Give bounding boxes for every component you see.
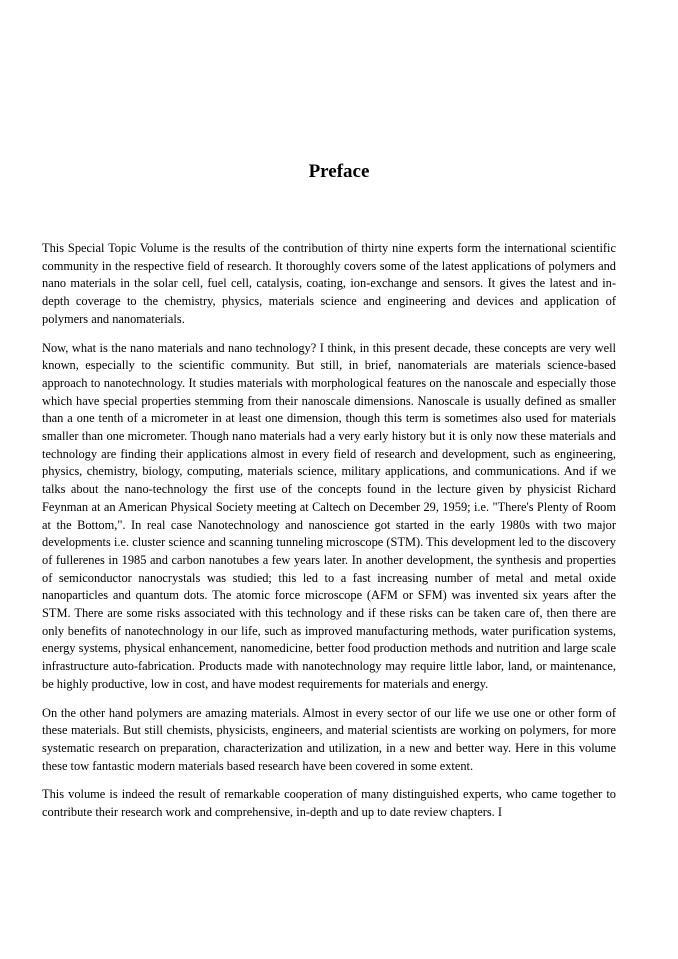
page-title: Preface <box>308 161 370 182</box>
paragraph-nanomaterials: Now, what is the nano materials and nano technology? I think, in this present decade, these concepts are very well known, especially to the scientific community. But still, in brief, nanomaterials are materials science-based approach to nanotechnology. It studies materials with morphological features on the nanoscale and especially those which have special properties stemming from their nanoscale dimensions. Nanoscale is usually defined as smaller than a one tenth of a micrometer in at least one dimension, though this term is sometimes also used for materials smaller than one micrometer. Though nano materials had a very early history but it is only now these materials and technology are finding their applications almost in every field of research and development, such as engineering, physics, chemistry, biology, computing, materials science, military applications, and communications. And if we talks about the nano-technology the first use of the concepts found in the lecture given by physicist Richard Feynman at an American Physical Society meeting at Caltech on December 29, 1959; i.e. "There's Plenty of Room at the Bottom,". In real case Nanotechnology and nanoscience got started in the early 1980s with two major developments i.e. cluster science and scanning tunneling microscope (STM). This development led to the discovery of fullerenes in 1985 and carbon nanotubes a few years later. In another development, the synthesis and properties of semiconductor nanocrystals was studied; this led to a fast increasing number of metal and metal oxide nanoparticles and quantum dots. The atomic force microscope (AFM or SFM) was invented six years after the STM. There are some risks associated with this technology and if these risks can be taken care of, then there are only benefits of nanotechnology in our life, such as improved manufacturing methods, water purification systems, energy systems, physical enhancement, nanomedicine, better food production methods and nutrition and large scale infrastructure auto-fabrication. Products made with nanotechnology may require little labor, land, or maintenance, be highly productive, low in cost, and have modest requirements for materials and energy. <box>42 340 616 691</box>
preface-body <box>42 240 616 833</box>
paragraph-acknowledgement: This volume is indeed the result of remarkable cooperation of many distinguished experts, who came together to contribute their research work and comprehensive, in-depth and up to date review chapters. I <box>42 787 616 820</box>
paragraph-polymers: On the other hand polymers are amazing materials. Almost in every sector of our life we use one or other form of these materials. But still chemists, physicists, engineers, and material scientists are working on polymers, for more systematic research on preparation, characterization and utilization, in a new and better way. Here in this volume these tow fantastic modern materials based research have been covered in some extent. <box>42 705 616 773</box>
paragraph-intro: This Special Topic Volume is the results of the contribution of thirty nine experts form the international scientific community in the respective field of research. It thoroughly covers some of the latest applications of polymers and nano materials in the solar cell, fuel cell, catalysis, coating, ion-exchange and sensors. It gives the latest and in-depth coverage to the chemistry, physics, materials science and engineering and devices and application of polymers and nanomaterials. <box>42 241 616 326</box>
